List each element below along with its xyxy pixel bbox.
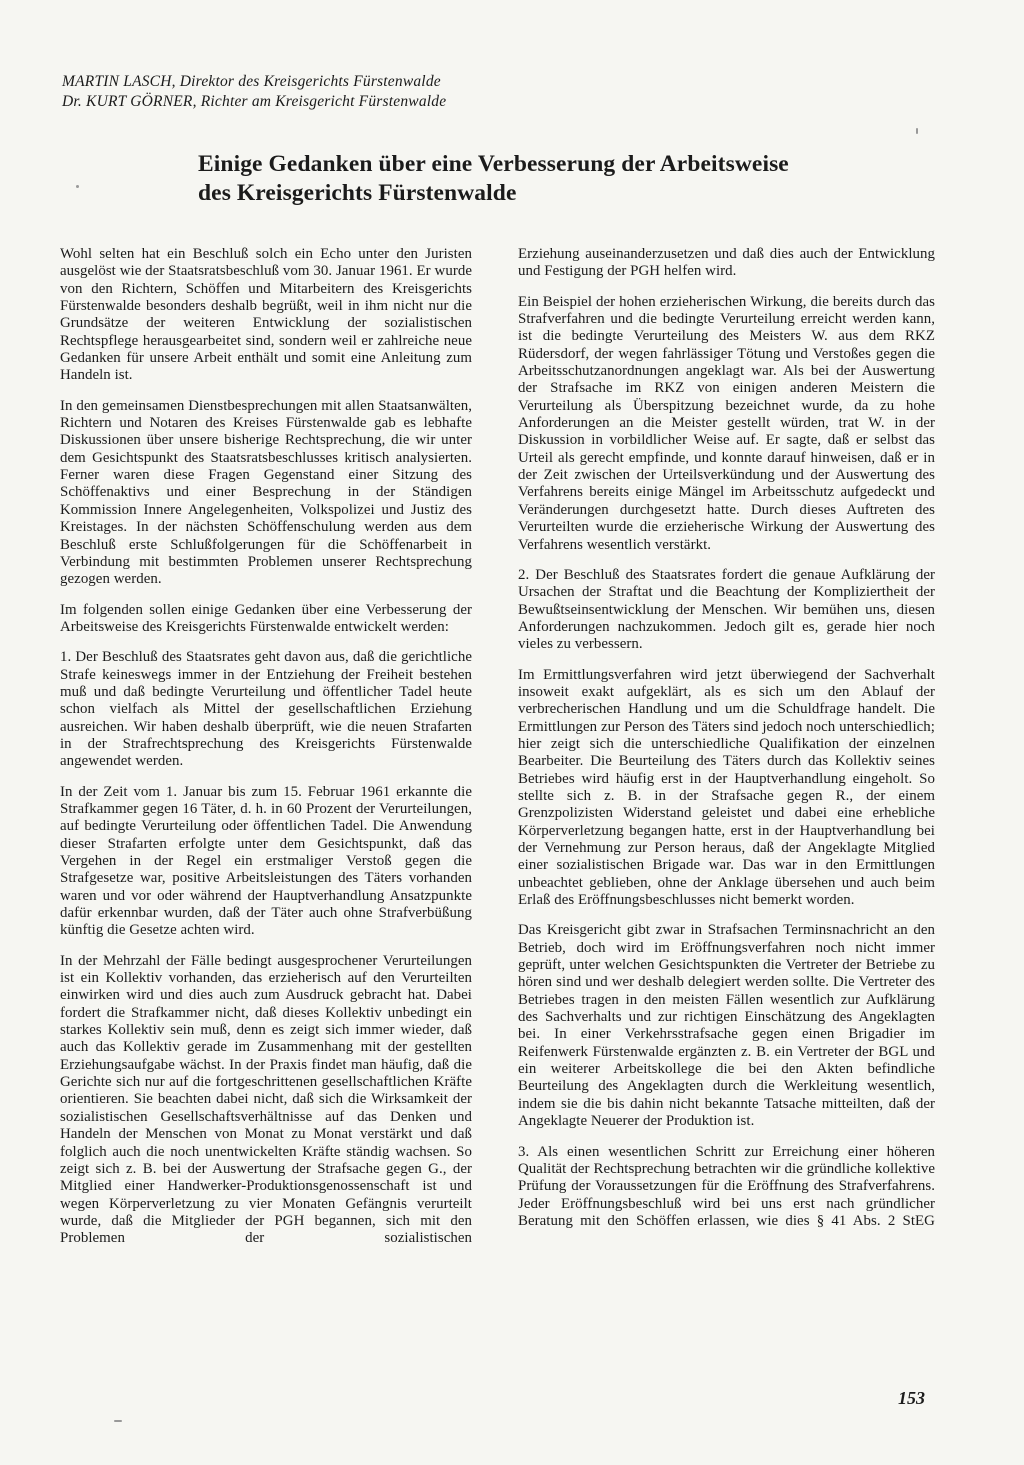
paragraph: Erziehung auseinanderzusetzen und daß dies auch der Entwicklung und Festigung der PGH helfen wird. bbox=[518, 246, 935, 280]
scan-speck bbox=[916, 128, 918, 134]
title-line: Einige Gedanken über eine Verbesserung der Arbeitsweise bbox=[198, 151, 789, 177]
page-number: 153 bbox=[898, 1388, 925, 1408]
paragraph: In der Mehrzahl der Fälle bedingt ausgesprochener Verurteilungen ist ein Kollektiv vorhanden, das erzieherisch auf den Verurteilten einwirken wird und dies auch zum Ausdruck gebracht hat. Dabei fordert die Strafkammer nicht, daß dieses Kollektiv unbedingt ein starkes Kollektiv sein muß, denn es zeigt sich immer wieder, daß auch das Kollektiv gerade im Zusammenhang mit der gestellten Erziehungsaufgabe wächst. In der Praxis findet man häufig, daß die Gerichte sich nur auf die fortgeschrittenen gesellschaftlichen Kräfte orientieren. Sie beachten dabei nicht, daß sich die Wirksamkeit der sozialistischen Gesellschaftsverhältnisse auf das Denken und Handeln der Menschen von Monat zu Monat verstärkt und daß folglich auch die noch unentwickelten Kräfte ständig wachsen. So zeigt sich z. B. bei der Auswertung der Strafsache gegen G., der Mitglied einer Handwerker-Produktionsgenossenschaft ist und wegen Körperverletzung zu vier Monaten Gefängnis verurteilt wurde, daß die Mitglieder der PGH begannen, sich mit den Problemen der sozialistischen bbox=[60, 952, 472, 1247]
paragraph: Ein Beispiel der hohen erzieherischen Wirkung, die bereits durch das Strafverfahren und die bedingte Verurteilung erreicht werden kann, ist die bedingte Verurteilung des Meisters W. aus dem RKZ Rüdersdorf, der wegen fahrlässiger Tötung und Verstoßes gegen die Arbeitsschutzanordnungen angeklagt war. Als bei der Auswertung der Strafsache im RKZ von einigen anderen Meistern die Verurteilung als Überspitzung bezeichnet wurde, da zu hohe Anforderungen an die Meister gestellt würden, trat W. in der Diskussion in vorbildlicher Weise auf. Er sagte, daß er selbst das Urteil als gerecht empfinde, und konnte darauf hinweisen, daß er in der Zeit zwischen der Urteilsverkündung und der Auswertung des Verfahrens bereits einige Mängel im Arbeitsschutz aufgedeckt und Veränderungen durchgesetzt hatte. Durch dieses Auftreten des Verurteilten wurde die erzieherische Wirkung der Auswertung des Verfahrens wesentlich verstärkt. bbox=[518, 293, 935, 553]
paragraph: Wohl selten hat ein Beschluß solch ein Echo unter den Juristen ausgelöst wie der Staatsratsbeschluß vom 30. Januar 1961. Er wurde von den Richtern, Schöffen und Mitarbeitern des Kreisgerichts Fürstenwalde besonders deshalb begrüßt, weil in ihm nicht nur die Grundsätze der weiteren Entwicklung der sozialistischen Rechtspflege herausgearbeitet sind, sondern weil er zahlreiche neue Gedanken für unsere Arbeit enthält und somit eine Anleitung zum Handeln ist. bbox=[60, 246, 472, 384]
paragraph: In den gemeinsamen Dienstbesprechungen mit allen Staatsanwälten, Richtern und Notaren des Kreises Fürstenwalde gab es lebhafte Diskussionen über unsere bisherige Rechtsprechung, die wir unter dem Gesichtspunkt des Staatsratsbeschlusses kritisch analysierten. Ferner waren diese Fragen Gegenstand einer Sitzung des Schöffenaktivs und einer Besprechung in der Ständigen Kommission Innere Angelegenheiten, Volkspolizei und Justiz des Kreistages. In der nächsten Schöffenschulung werden aus dem Beschluß erste Schlußfolgerungen für die Schöffenarbeit in Verbindung mit bestimmten Problemen unserer Rechtsprechung gezogen werden. bbox=[60, 397, 472, 588]
author-block bbox=[62, 72, 762, 112]
scan-speck bbox=[76, 185, 79, 188]
paragraph: 1. Der Beschluß des Staatsrates geht davon aus, daß die gerichtliche Strafe keineswegs immer in der Entziehung der Freiheit bestehen muß und daß bedingte Verurteilung und öffentlicher Tadel heute schon vielfach als Mittel der gesellschaftlichen Erziehung ausreichen. Wir haben deshalb überprüft, wie die neuen Strafarten in der Strafrechtsprechung des Kreisgerichts Fürstenwalde angewendet werden. bbox=[60, 649, 472, 770]
paragraph: Im Ermittlungsverfahren wird jetzt überwiegend der Sachverhalt insoweit exakt aufgeklärt, als es sich um den Ablauf der verbrecherischen Handlung und um die Schuldfrage handelt. Die Ermittlungen zur Person des Täters sind jedoch noch unterschiedlich; hier zeigt sich die unterschiedliche Qualifikation der einzelnen Bearbeiter. Die Beurteilung des Täters durch das Kollektiv seines Betriebes wird häufig erst in der Hauptverhandlung eingeholt. So stellte sich z. B. in der Strafsache gegen R., der einem Grenzpolizisten Widerstand geleistet und dabei eine erhebliche Körperverletzung begangen hatte, erst in der Hauptverhandlung bei der Vernehmung zur Person heraus, daß der Angeklagte Mitglied einer sozialistischen Brigade war. Das war in den Ermittlungen unbeachtet geblieben, ohne der Anklage übersehen und auch beim Erlaß des Eröffnungsbeschlusses nicht bemerkt worden. bbox=[518, 666, 935, 909]
author-line: Dr. KURT GÖRNER, Richter am Kreisgericht Fürstenwalde bbox=[62, 93, 447, 110]
paragraph: Das Kreisgericht gibt zwar in Strafsachen Terminsnachricht an den Betrieb, doch wird im Eröffnungsverfahren noch nicht immer geprüft, unter welchen Gesichtspunkten die Vertreter der Betriebe zu hören sind und wer deshalb delegiert werden sollte. Die Vertreter des Betriebes tragen in den meisten Fällen wesentlich zur Aufklärung des Sachverhalts und zur richtigen Einschätzung des Angeklagten bei. In einer Verkehrsstrafsache gegen einen Brigadier im Reifenwerk Fürstenwalde ergänzten z. B. ein Vertreter der BGL und ein weiterer Arbeitskollege die bei den Akten befindliche Beurteilung des Angeklagten durch die Werkleitung wesentlich, indem sie die bis dahin nicht bekannte Tatsache mitteilten, daß der Angeklagte Neuerer der Produktion ist. bbox=[518, 922, 935, 1130]
paragraph: In der Zeit vom 1. Januar bis zum 15. Februar 1961 erkannte die Strafkammer gegen 16 Täter, d. h. in 60 Prozent der Verurteilungen, auf bedingte Verurteilung oder öffentlichen Tadel. Die Anwendung dieser Strafarten erfolgte unter dem Gesichtspunkt, daß das Vergehen in der Regel ein erstmaliger Verstoß gegen die Strafgesetze war, positive Arbeitsleistungen des Täters vorhanden waren und vor oder während der Hauptverhandlung Ansatzpunkte dafür erkennbar wurden, daß der Täter auch ohne Strafverbüßung künftig die Gesetze achten wird. bbox=[60, 783, 472, 939]
right-column bbox=[518, 246, 935, 1230]
paragraph: 3. Als einen wesentlichen Schritt zur Erreichung einer höheren Qualität der Rechtsprechung betrachten wir die gründliche kollektive Prüfung der Voraussetzungen für die Eröffnung des Strafverfahrens. Jeder Eröffnungsbeschluß wird bei uns erst nach gründlicher Beratung mit den Schöffen erlassen, wie dies § 41 Abs. 2 StEG bbox=[518, 1143, 935, 1229]
article-title bbox=[198, 150, 898, 208]
title-line: des Kreisgerichts Fürstenwalde bbox=[198, 180, 517, 206]
left-column bbox=[60, 246, 472, 1248]
author-line: MARTIN LASCH, Direktor des Kreisgerichts Fürstenwalde bbox=[62, 73, 441, 90]
paragraph: 2. Der Beschluß des Staatsrates fordert die genaue Aufklärung der Ursachen der Straftat und die Beachtung der Kompliziertheit der Bewußtseinsentwicklung der Menschen. Wir bemühen uns, diesen Anforderungen nachzukommen. Jedoch gilt es, gerade hier noch vieles zu verbessern. bbox=[518, 566, 935, 653]
scan-speck bbox=[114, 1420, 122, 1422]
paragraph: Im folgenden sollen einige Gedanken über eine Verbesserung der Arbeitsweise des Kreisgerichts Fürstenwalde entwickelt werden: bbox=[60, 601, 472, 635]
